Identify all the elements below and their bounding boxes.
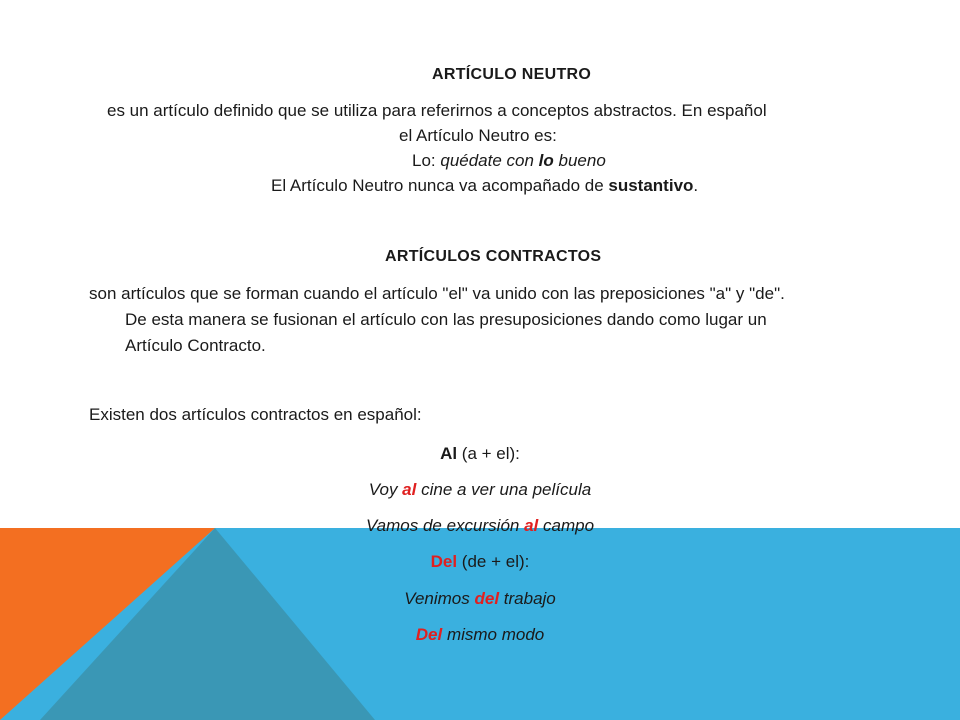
del-label: Del xyxy=(430,552,458,571)
neutro-rule-end: . xyxy=(693,176,699,195)
neutro-example xyxy=(412,151,606,171)
neutro-rule-bold: sustantivo xyxy=(608,176,694,195)
al-label: Al xyxy=(440,444,458,463)
neutro-example-prefix: Lo: xyxy=(412,151,441,170)
del-example-1 xyxy=(0,589,960,609)
al-example-1-b: cine a ver una película xyxy=(416,480,592,499)
al-example-2-al: al xyxy=(524,516,539,535)
del-heading xyxy=(0,552,960,572)
neutro-example-lo: lo xyxy=(538,151,554,170)
neutro-rule xyxy=(271,176,698,196)
al-formula: (a + el): xyxy=(457,444,520,463)
neutro-rule-text: El Artículo Neutro nunca va acompañado de xyxy=(271,176,609,195)
neutro-title: ARTÍCULO NEUTRO xyxy=(432,66,592,83)
contractos-line-3: Artículo Contracto. xyxy=(125,336,266,355)
contractos-existen: Existen dos artículos contractos en español: xyxy=(89,405,422,424)
contractos-title: ARTÍCULOS CONTRACTOS xyxy=(385,248,602,265)
del-formula: (de + el): xyxy=(457,552,530,571)
del-example-2-del: Del xyxy=(415,625,443,644)
al-example-1-al: al xyxy=(402,480,417,499)
contractos-line-1: son artículos que se forman cuando el artículo "el" va unido con las preposiciones "a" y "de". xyxy=(89,284,785,303)
al-example-2-a: Vamos de excursión xyxy=(365,516,525,535)
del-example-1-del: del xyxy=(474,589,500,608)
al-example-1 xyxy=(0,480,960,500)
al-example-2-b: campo xyxy=(538,516,595,535)
al-example-1-a: Voy xyxy=(368,480,403,499)
al-example-2 xyxy=(0,516,960,536)
neutro-line-2: el Artículo Neutro es: xyxy=(399,126,557,145)
del-example-1-b: trabajo xyxy=(499,589,556,608)
del-example-1-a: Venimos xyxy=(404,589,475,608)
neutro-line-1: es un artículo definido que se utiliza para referirnos a conceptos abstractos. En español xyxy=(107,101,767,120)
del-example-2-b: mismo modo xyxy=(442,625,545,644)
contractos-line-2: De esta manera se fusionan el artículo con las presuposiciones dando como lugar un xyxy=(125,310,767,329)
neutro-example-text-1: quédate con xyxy=(440,151,539,170)
del-example-2 xyxy=(0,625,960,645)
al-heading xyxy=(0,444,960,464)
neutro-example-text-2: bueno xyxy=(553,151,606,170)
